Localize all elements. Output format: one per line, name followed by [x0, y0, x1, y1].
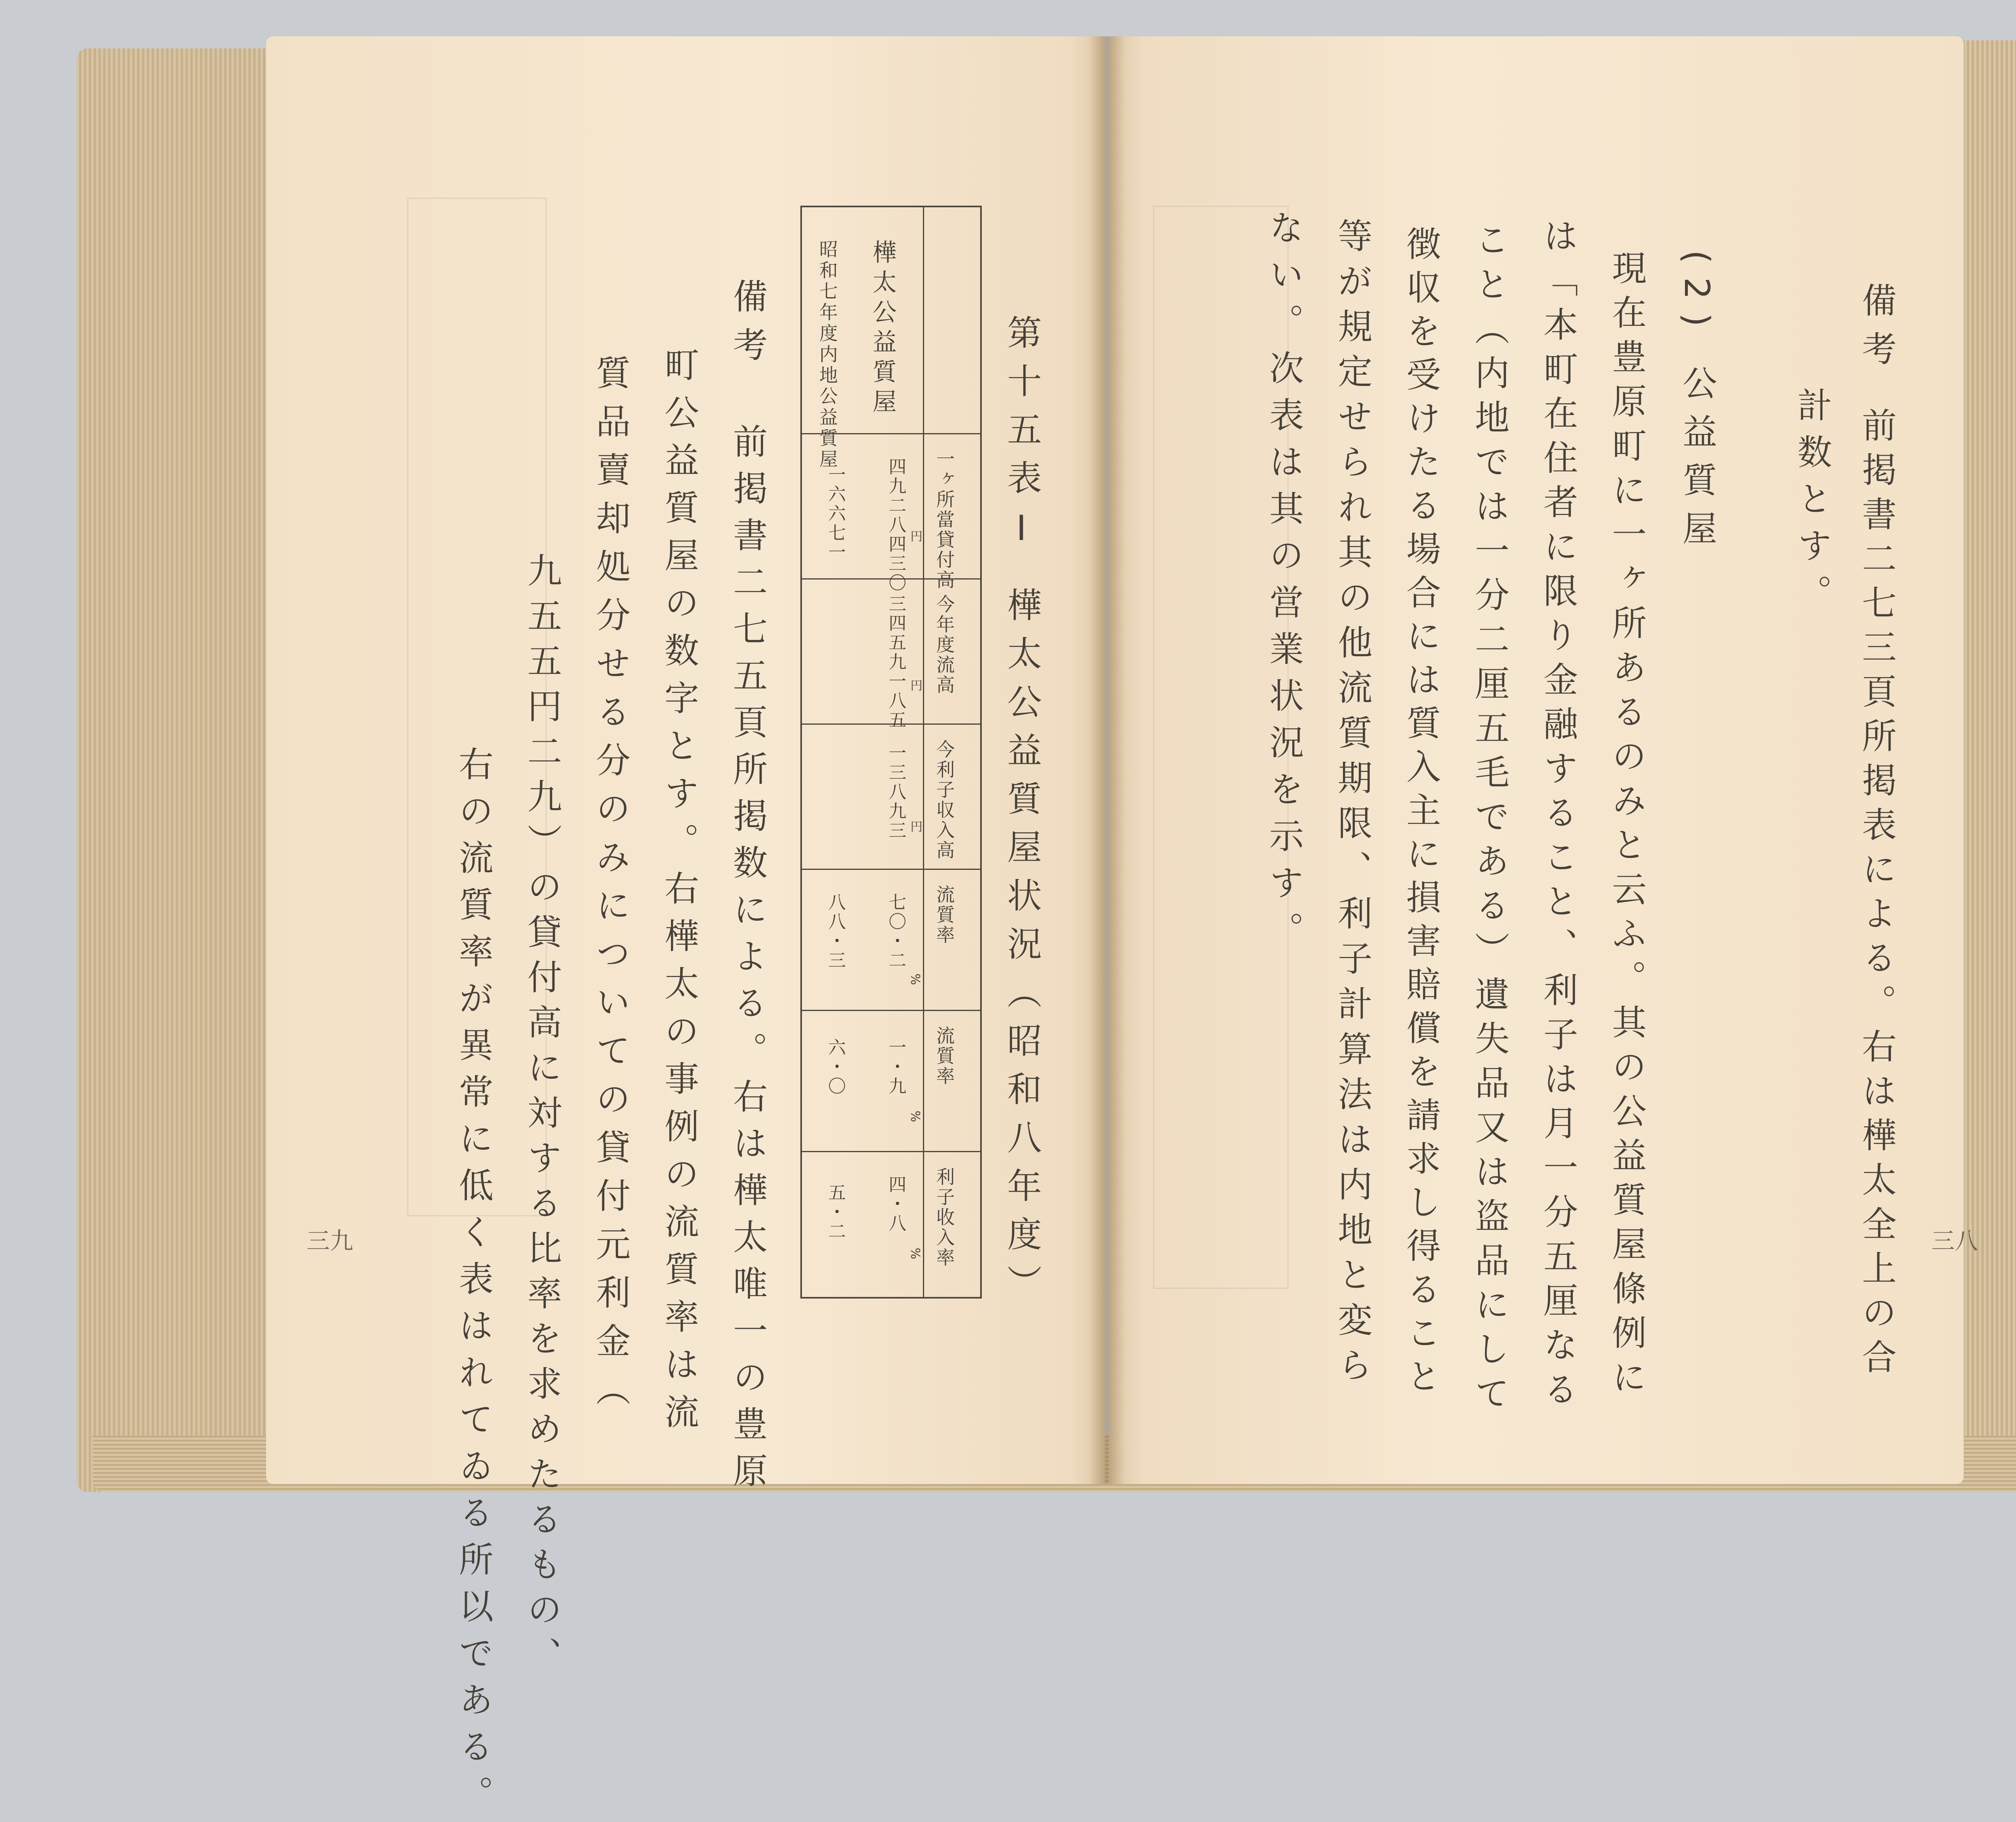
remarks-label: 備考: [727, 278, 767, 375]
table-cell: 三四五九一八五: [885, 594, 906, 730]
body-line: 徴収を受けたる場合には質入主に損害賠償を請求し得ること: [1400, 226, 1441, 1402]
table-unit: 円: [908, 820, 922, 832]
table-header: 今利子収入高: [933, 740, 955, 861]
table-cell: 八八・三: [825, 893, 846, 970]
table-unit: 円: [908, 530, 922, 542]
body-line: ない。次表は其の営業状況を示す。: [1263, 210, 1304, 958]
page-edges-left: [77, 48, 286, 1492]
table-divider: [802, 1010, 980, 1011]
pawnshop-table: [800, 206, 982, 1299]
table-header: 今年度流高: [933, 594, 955, 695]
table-cell: 四九二八四三〇: [885, 457, 906, 593]
table-header: 利子收入率: [933, 1167, 955, 1268]
table-cell: 一・九: [885, 1038, 906, 1096]
table-divider: [802, 869, 980, 870]
page-edges-right: [1960, 40, 2016, 1492]
table-row-name: 昭和七年度内地公益質屋: [816, 240, 838, 470]
table-cell: 六・〇: [825, 1038, 846, 1096]
remarks-label: 備考: [1856, 282, 1896, 379]
table-row-name: 樺太公益質屋: [868, 240, 897, 419]
table-cell: 一六六七一: [825, 465, 846, 562]
table-header: 流質率: [933, 885, 955, 945]
body-line: こと（内地では一分二厘五毛である）遺失品又は盗品にして: [1469, 222, 1509, 1420]
table-title: 第十五表Ⅰ 樺太公益質屋状況（昭和八年度）: [1001, 315, 1041, 1313]
table-unit: 円: [908, 679, 922, 691]
remarks-line: 九五五円二九）の貸付高に対する比率を求めたるもの、: [521, 552, 562, 1682]
page-number-right: 三八: [1931, 1227, 1979, 1255]
table-header: 一ヶ所當貸付高: [933, 449, 955, 590]
body-line: は「本町在住者に限り金融すること、利子は月一分五厘なる: [1537, 218, 1578, 1415]
table-unit: %: [908, 974, 922, 985]
remarks-line: 町公益質屋の数字とす。右樺太の事例の流質率は流: [658, 347, 699, 1441]
page-number-left: 三九: [306, 1227, 354, 1255]
table-divider: [802, 1151, 980, 1152]
table-unit: %: [908, 1111, 922, 1122]
table-cell: 五・二: [825, 1183, 846, 1241]
section-heading: (2) 公益質屋: [1677, 250, 1717, 559]
table-cell: 一三八九三: [885, 744, 906, 840]
remarks-line: 前掲書二七三頁所掲表による。右は樺太全上の合: [1856, 407, 1896, 1383]
table-divider: [923, 207, 924, 1297]
table-cell: 七〇・二: [885, 893, 906, 970]
remarks-line: 質品賣却処分せる分のみについての貸付元利金（: [590, 355, 630, 1420]
right-page: [1109, 36, 1964, 1484]
table-header: 流質率: [933, 1026, 955, 1086]
body-line: 現在豊原町に一ヶ所あるのみと云ふ。其の公益質屋條例に: [1606, 250, 1646, 1403]
body-line: 等が規定せられ其の他流質期限、利子計算法は内地と変ら: [1332, 218, 1372, 1392]
table-cell: 四・八: [885, 1175, 906, 1233]
remarks-line: 前掲書二七五頁所掲数による。右は樺太唯一の豊原: [727, 423, 767, 1499]
table-unit: %: [908, 1248, 922, 1259]
remarks-line: 右の流質率が異常に低く表はれてゐる所以である。: [453, 746, 493, 1822]
remarks-line: 計数とす。: [1791, 387, 1832, 621]
book-gutter: [1089, 36, 1125, 1484]
